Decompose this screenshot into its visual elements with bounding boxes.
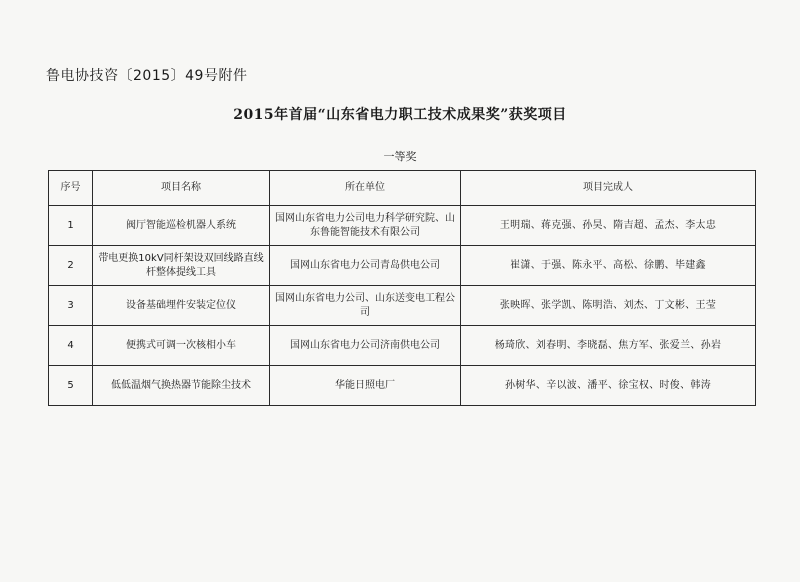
row-project-name: 设备基础埋件安装定位仪: [93, 286, 270, 326]
row-people: 张映晖、张学凯、陈明浩、刘杰、丁文彬、王莹: [461, 286, 756, 326]
table-header-row: [49, 171, 756, 206]
row-people: 崔潇、于强、陈永平、高松、徐鹏、毕建鑫: [461, 246, 756, 286]
row-unit: 国网山东省电力公司、山东送变电工程公司: [270, 286, 461, 326]
row-number: 1: [49, 206, 93, 246]
row-number: 5: [49, 366, 93, 406]
row-unit: 华能日照电厂: [270, 366, 461, 406]
header-number: 序号: [49, 171, 93, 206]
header-project-name: 项目名称: [93, 171, 270, 206]
row-project-name: 阀厅智能巡检机器人系统: [93, 206, 270, 246]
row-number: 3: [49, 286, 93, 326]
row-people: 孙树华、辛以波、潘平、徐宝权、时俊、韩涛: [461, 366, 756, 406]
row-unit: 国网山东省电力公司济南供电公司: [270, 326, 461, 366]
row-number: 4: [49, 326, 93, 366]
row-unit: 国网山东省电力公司电力科学研究院、山东鲁能智能技术有限公司: [270, 206, 461, 246]
header-unit: 所在单位: [270, 171, 461, 206]
table-row: [49, 286, 756, 326]
row-project-name: 低低温烟气换热器节能除尘技术: [93, 366, 270, 406]
row-number: 2: [49, 246, 93, 286]
awards-table: [48, 170, 756, 406]
document-title: 2015年首届“山东省电力职工技术成果奖”获奖项目: [233, 107, 567, 123]
table-row: [49, 246, 756, 286]
row-project-name: 便携式可调一次核相小车: [93, 326, 270, 366]
table-row: [49, 206, 756, 246]
row-project-name: 带电更换10kV同杆架设双回线路直线杆整体提线工具: [93, 246, 270, 286]
row-people: 杨琦欣、刘春明、李晓磊、焦方军、张爱兰、孙岩: [461, 326, 756, 366]
header-people: 项目完成人: [461, 171, 756, 206]
section-title: 一等奖: [383, 150, 417, 163]
row-unit: 国网山东省电力公司青岛供电公司: [270, 246, 461, 286]
document-reference: 鲁电协技咨〔2015〕49号附件: [46, 68, 248, 84]
table-row: [49, 326, 756, 366]
table-row: [49, 366, 756, 406]
row-people: 王明瑞、蒋克强、孙昊、隋吉超、孟杰、李太忠: [461, 206, 756, 246]
